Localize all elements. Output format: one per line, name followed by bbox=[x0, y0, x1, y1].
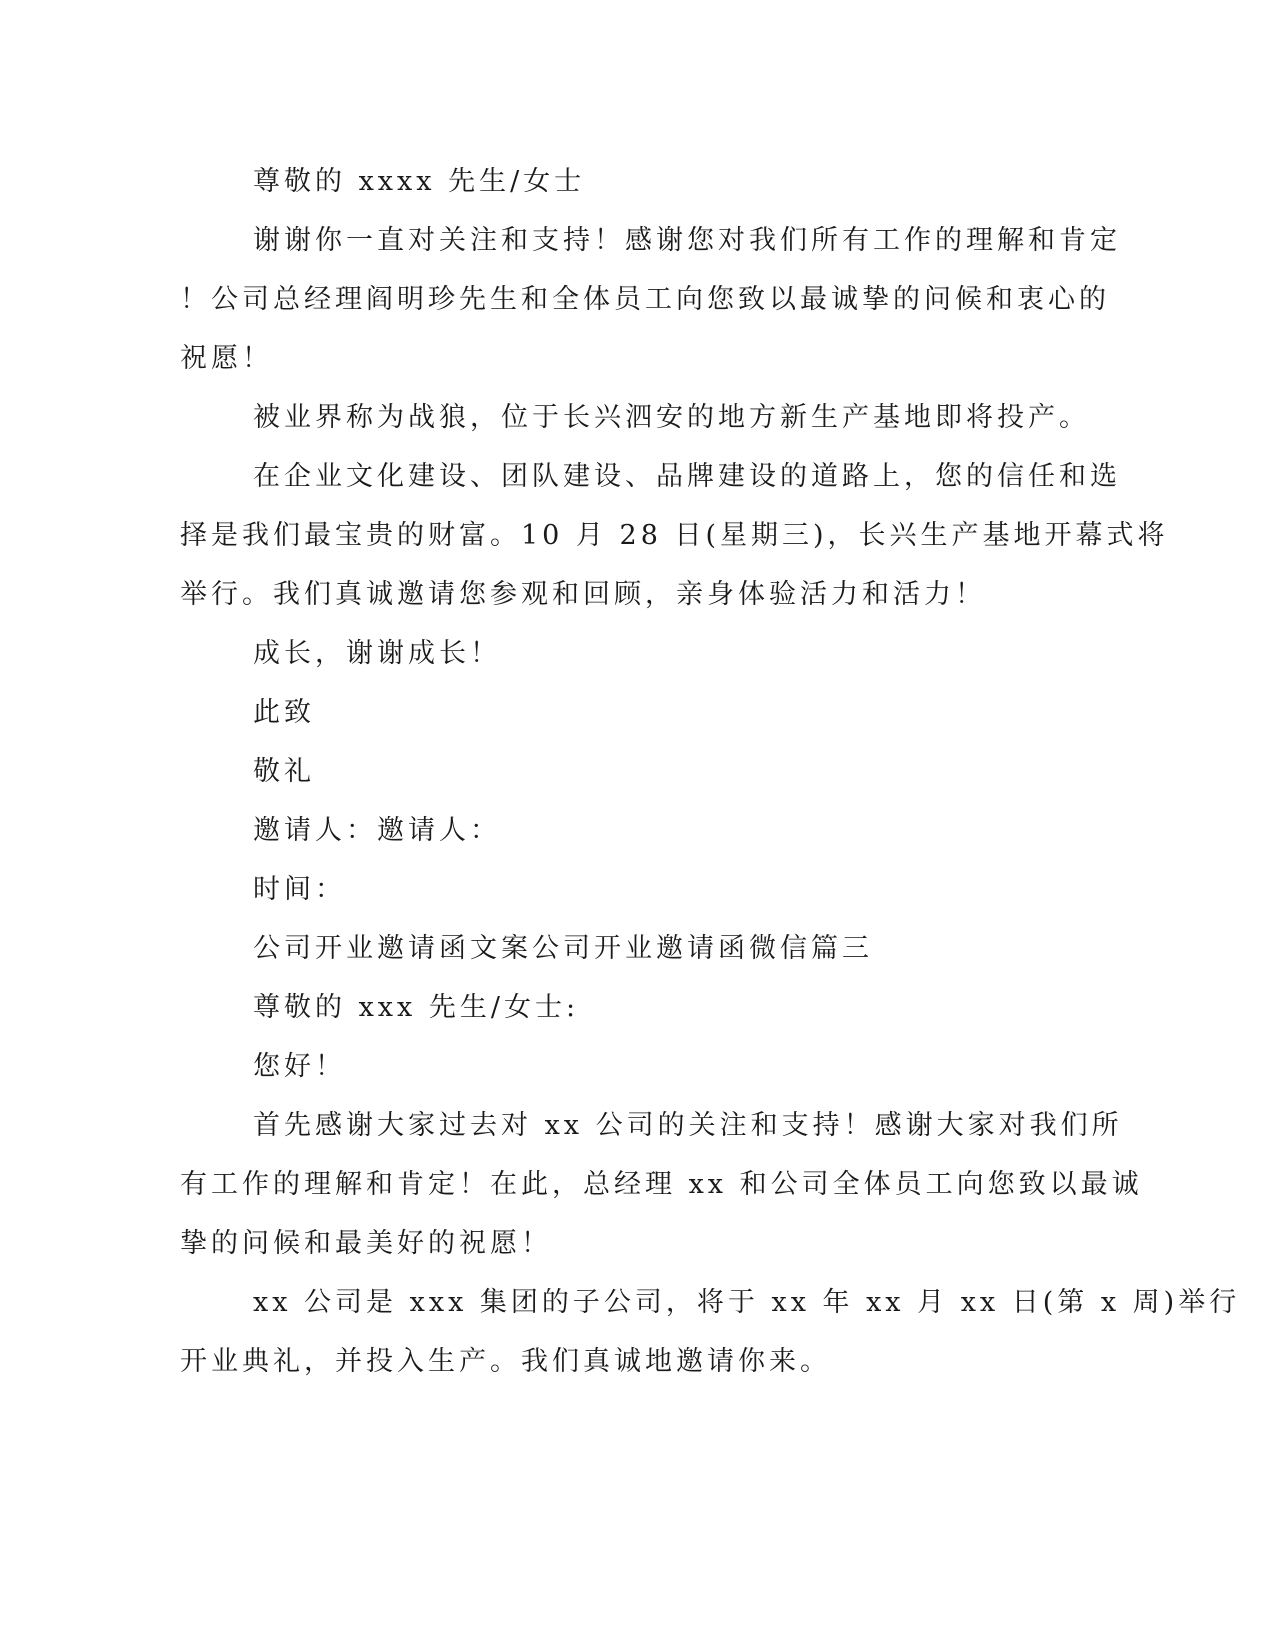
letter1-para3-line1: 在企业文化建设、团队建设、品牌建设的道路上，您的信任和选 bbox=[253, 461, 1121, 492]
letter2-para1-line2: 有工作的理解和肯定！在此，总经理 xx 和公司全体员工向您致以最诚 bbox=[180, 1169, 1143, 1200]
letter1-para4: 成长，谢谢成长！ bbox=[253, 638, 501, 669]
letter2-greeting: 尊敬的 xxx 先生/女士: bbox=[253, 992, 580, 1023]
letter-body bbox=[180, 152, 1241, 1391]
letter1-greeting: 尊敬的 xxxx 先生/女士 bbox=[253, 166, 586, 197]
letter1-para3-line3: 举行。我们真诚邀请您参观和回顾，亲身体验活力和活力！ bbox=[180, 579, 986, 610]
letter1-para1-line2: ！公司总经理阎明珍先生和全体员工向您致以最诚挚的问候和衷心的 bbox=[180, 284, 1110, 315]
letter2-para2-line2: 开业典礼，并投入生产。我们真诚地邀请你来。 bbox=[180, 1346, 831, 1377]
letter1-para1-line1: 谢谢你一直对关注和支持！感谢您对我们所有工作的理解和肯定 bbox=[253, 225, 1121, 256]
letter2-para1-line1: 首先感谢大家过去对 xx 公司的关注和支持！感谢大家对我们所 bbox=[253, 1110, 1123, 1141]
letter2-hello: 您好！ bbox=[253, 1051, 346, 1082]
letter1-closing2: 敬礼 bbox=[253, 756, 315, 787]
letter1-para2: 被业界称为战狼，位于长兴泗安的地方新生产基地即将投产。 bbox=[253, 402, 1090, 433]
section-title: 公司开业邀请函文案公司开业邀请函微信篇三 bbox=[253, 933, 873, 964]
letter1-closing1: 此致 bbox=[253, 697, 315, 728]
letter1-para1-line3: 祝愿！ bbox=[180, 343, 273, 374]
letter2-para2-line1: xx 公司是 xxx 集团的子公司，将于 xx 年 xx 月 xx 日(第 x 周)举行 bbox=[253, 1287, 1241, 1318]
letter1-inviter: 邀请人：邀请人： bbox=[253, 815, 501, 846]
letter1-time: 时间： bbox=[253, 874, 346, 905]
letter2-para1-line3: 挚的问候和最美好的祝愿！ bbox=[180, 1228, 552, 1259]
letter1-para3-line2: 择是我们最宝贵的财富。10 月 28 日(星期三)，长兴生产基地开幕式将 bbox=[180, 520, 1169, 551]
